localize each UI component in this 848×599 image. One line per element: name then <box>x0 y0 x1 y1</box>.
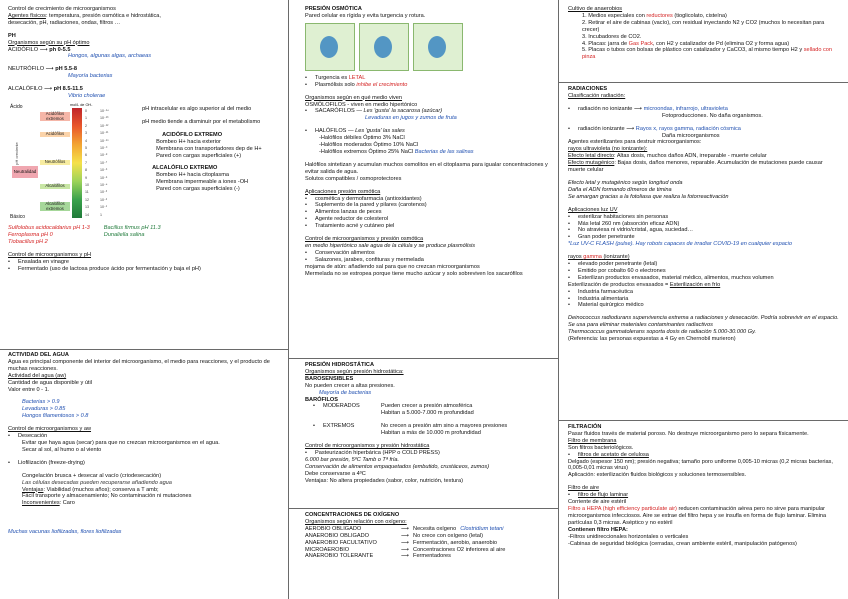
oxigeno-type: ANAEROBIO OBLIGADO <box>305 532 370 539</box>
neutral-band: Neutralidad <box>12 166 38 178</box>
oxigeno-desc: Fermentación, aerobio, anaerobio <box>413 539 497 546</box>
liofil-2: Las células desecadas pueden recuperarse añadiendo agua <box>22 479 172 486</box>
ph-scale-figure <box>10 104 138 222</box>
filtracion-1: Pasar fluidos través de material poroso. No destruye microorganismo pero lo separa físicamente. <box>568 430 809 437</box>
oxigeno-row: ANAEROBIO TOLERANTE ⟶ Fermentadores <box>305 553 451 560</box>
alex-2: Membrana impermeable a iones -OH <box>156 179 249 186</box>
uv-2: • Más letal 260 nm (absorción eficaz ADN) <box>568 221 840 228</box>
band-acid: Acidófilos <box>40 132 70 137</box>
acex-3: Pared con cargas superficiales (+) <box>156 152 242 159</box>
aplic-1: • cosmética y dermofarmacia (antioxidantes) <box>305 196 551 203</box>
rad-mutag: Efecto mutagénico: Bajas dosis, daños menores, reparable. Acumulación de mutaciones puede causar muerte celular <box>568 160 823 174</box>
cph-5: Ventajas: No altera propiedades (sabor, color, nutrición, textura) <box>305 477 463 484</box>
halo-extremos: -Halófilos extremos Óptimo 25% NaCl Bacterias de las salinas <box>319 148 474 155</box>
ex-green-2: Dunaliella salina <box>103 231 145 238</box>
ph-gradient-bar <box>72 108 82 218</box>
gamma-1: • elevado poder penetrante (letal) <box>568 261 840 268</box>
membrana-4: Aplicación: esterilización fluidos biológicos y soluciones termosensibles. <box>568 472 747 479</box>
moderados: • MODERADOS <box>313 403 377 417</box>
column-divider-1 <box>288 0 289 599</box>
band-alcalo-extreme: Alcalófilos extremos <box>40 202 70 211</box>
oxigeno-row: MICROAEROBIO ⟶ Concentraciones O2 inferiores al aire <box>305 546 506 553</box>
alcalo-example: Vibrio cholerae <box>68 93 106 100</box>
rad-ion: • radiación ionizante ⟶ Rayos x, rayos gamma, radiación cósmica <box>568 126 840 133</box>
liofil-3: Ventajas: Viabilidad (muchos años); conserva a T amb; <box>22 486 159 493</box>
halofilos: • HALÓFILOS — Les 'gusta' las sales <box>305 128 551 135</box>
extremos: • EXTREMOS <box>313 423 377 437</box>
aplic-title: Aplicaciones presión osmótica <box>305 188 381 195</box>
aw-def-3: Valor entre 0 - 1. <box>8 386 50 393</box>
oxigeno-type: AEROBIO OBLIGADO <box>305 525 362 532</box>
gamma-title: rayos gamma (ionizante) <box>568 254 630 261</box>
intro-line: Control de crecimiento de microorganismos <box>8 6 116 12</box>
barosensibles: BAROSENSIBLES <box>305 375 354 382</box>
halo-text-2: Solutos compatibles / osmoprotectores <box>305 175 402 182</box>
cph-4: Debe conservarse a 4ºC <box>305 470 366 477</box>
band-neutro: Neutrófilos <box>40 160 70 165</box>
desecacion-title: • Desecación <box>8 433 280 440</box>
barofilos: BARÓFILOS <box>305 396 338 403</box>
oxigeno-type: ANAEROBIO TOLERANTE <box>305 553 374 560</box>
aire-5: -Filtros unidireccionales horizontales o verticales <box>568 533 689 540</box>
gamma-3: • Esterilizan productos envasados, material médico, alimentos, muchos volumen <box>568 275 840 282</box>
radiaciones-title: RADIACIONES <box>568 86 608 92</box>
ph-numbers: 0 1 2 3 4 5 6 7 8 9 10 11 12 13 14 <box>85 108 89 217</box>
uv-4: • Gran poder penetrante <box>568 234 840 241</box>
halo-debiles: -Halófilos débiles Óptimo 3% NaCl <box>319 135 405 142</box>
gamma-2: • Emitido por cobalto 60 o electrones <box>568 268 840 275</box>
ph-control-title: Control de microorganismos y pH <box>8 251 92 258</box>
baro-1: No pueden crecer a altas presiones. <box>305 382 395 389</box>
cultivo-3: 3. Incubadores de CO2. <box>582 33 642 40</box>
oxigeno-desc: Concentraciones O2 inferiores al aire <box>413 546 506 553</box>
intro-agents: Agentes físicos: temperatura, presión osmótica e hidrostática, <box>8 12 161 19</box>
presion-osmotica-title: PRESIÓN OSMÓTICA <box>305 6 362 12</box>
oxigeno-desc: Necesita oxígeno <box>413 525 457 532</box>
ext-2: Habitan a más de 10.000 m profundidad <box>381 430 481 437</box>
rad-ion-2: Daña microorganismos <box>662 132 720 139</box>
ph-title: PH <box>8 32 16 39</box>
ex-green-1: Bacillus firmus pH 11.3 <box>103 224 161 231</box>
aplic-2: • Suplemento de la pared y pilares (carotenos) <box>305 202 551 209</box>
oxigeno-example: Clostridium tetani <box>460 525 504 532</box>
control-po-3: mojama de atún: añadiendo sal para que no crezcan microorganismos <box>305 263 480 270</box>
basic-label: Básico <box>10 213 26 220</box>
rad-letal: Efecto letal directo: Altas dosis, muchos daños ADN, irreparable - muerte celular <box>568 153 767 160</box>
acido-extremo-title: ACIDÓFILO EXTREMO <box>162 131 223 138</box>
control-po-2: • Salazones, jarabes, confituras y mermelada <box>305 257 551 264</box>
hidro-title: PRESIÓN HIDROSTÁTICA <box>305 362 374 368</box>
oxigeno-row: ANAEROBIO OBLIGADO ⟶ No crece con oxígeno (letal) <box>305 532 483 539</box>
alex-1: Bombeo H+ hacia citoplasma <box>156 172 229 179</box>
aw-def: Actividad del agua (aw) <box>8 372 67 379</box>
acid-example: Hongos, algunas algas, archaeas <box>68 53 152 60</box>
aplic-3: • Alimentos lanzas de peces <box>305 209 551 216</box>
conc-head: mol/L de OH- <box>70 102 93 107</box>
po-osmofilos: OSMÓLOFILOS - viven en medio hipertónico <box>305 101 418 108</box>
deino-3: (Referencia: las personas expuestas a 4 Gy en Chernobil murieron) <box>568 336 736 343</box>
aplic-5: • Tratamiento acné y cutáneo piel <box>305 223 551 230</box>
desecacion-2: Secar al sol, al humo o al viento <box>22 446 102 453</box>
aire-1: • filtro de flujo laminar <box>568 492 840 499</box>
intro-agents-2: desecación, pH, radiaciones, ondas, filtros … <box>8 19 121 26</box>
rad-uv-title: rayos ultravioleta (no ionizante): <box>568 146 648 153</box>
ph-control-1: • Ensalada en vinagre <box>8 259 278 266</box>
rad-7: Efecto letal y mutagénico según longitud onda <box>568 179 683 186</box>
ph-note-2: pH medio tiende a disminuir por el metabolismo <box>142 118 261 125</box>
presion-osmotica-sub: Pared celular es rígida y evita turgencia y rotura. <box>305 12 426 19</box>
ph-note-1: pH intracelular es algo superior al del medio <box>142 105 252 112</box>
control-po-1: • Conservación alimentos <box>305 250 551 257</box>
oxigeno-sub: Organismos según relación con oxígeno: <box>305 518 407 525</box>
oxigeno-title: CONCENTRACIONES DE OXÍGENO <box>305 512 400 518</box>
ext-1: No crecen a presión atm sino a mayores presiones <box>381 423 508 430</box>
aw-lev: Levaduras > 0.85 <box>22 406 66 413</box>
liofil-1: Congelación brusca + desecar al vacío (criodesecación) <box>22 472 162 479</box>
acid-line: ACIDÓFILO ⟶ ph 0-5.5 <box>8 46 71 53</box>
mod-1: Pueden crecer a presión atmosférica <box>381 403 473 410</box>
halo-text: Halófilos sintetizan y acumulan muchos osmolitos en el citoplasma para igualar concentraciones y evitar salida de agua. <box>305 161 548 175</box>
membrana-1: Son filtros bacteriológicos. <box>568 444 634 451</box>
oxigeno-type: ANAEROBIO FACULTATIVO <box>305 539 377 546</box>
ph-control-2: • Fermentado (uso de lactosa produce ácido por fermentación y baja el pH) <box>8 266 278 273</box>
aplic-4: • Agente reductor de colesterol <box>305 216 551 223</box>
acex-1: Bombeo H+ hacia exterior <box>156 138 221 145</box>
gamma-7: • Material quirúrgico médico <box>568 302 840 309</box>
cph-1: • Pasteurización hiperbárica (HPP o COLD PRESS) <box>305 450 551 457</box>
cultivo-5: 5. Placas o tubos con bolsas de plástico con catalizador y CaCO3, al mismo tiempo H2 y sellado con pinza <box>582 47 833 61</box>
po-plasmolisis: • Plasmólisis solo inhibe el crecimiento <box>305 82 551 89</box>
alcalo-extremo-title: ALCALÓFILO EXTREMO <box>152 165 218 172</box>
radiaciones-sub: Clasificación radiación: <box>568 92 626 99</box>
liofil-title: • Liofilización (freeze-drying) <box>8 460 280 467</box>
aire-3: Filtro a HEPA (high efficiency particulate air) reducen contaminación aérea pero no sirve para manipular microorganismos infecciosos. Aire se extrae del filtro hepa y se insufla en forma de flujo laminar. Elimina partículas 0,3 micras. Aséptico y no estéril <box>568 505 827 526</box>
sacarofilos: • SACARÓFILOS — Les 'gusta' la sacarosa (azúcar) <box>305 108 551 115</box>
membrana-title: Filtro de membrana <box>568 437 617 444</box>
uv-title: Aplicaciones luz UV <box>568 206 618 213</box>
gamma-6: • Industria alimentaria <box>568 296 840 303</box>
ex-red-1: Sulfolobus acidocaldarius pH 1-3 <box>8 224 90 231</box>
cultivo-4: 4. Placas: jarra de Gas Pack, con H2 y catalizador de Pd (elimina O2 y forma agua) <box>582 40 790 47</box>
sacarofilos-ex: Levaduras en jugos y zumos de fruta <box>365 115 457 122</box>
cultivo-2: 2. Retirar el aire de cabinas (vacío), con residual inyectando N2 y CO2 (muchos lo necesitan para crecer) <box>582 19 825 33</box>
cph-3: Conservación de alimentos empaquetados (embutido, crustáceos, zumos) <box>305 463 490 470</box>
control-po-0: en medio hipertónico sale agua de la célula y se produce plasmólisis <box>305 242 476 249</box>
baro-2: Mayoría de bacterias <box>319 389 372 396</box>
ex-red-3: Tiobacillus pH 2 <box>8 238 48 245</box>
rad-no-ion: • radiación no ionizante ⟶ microondas, infrarrojo, ultravioleta <box>568 106 840 113</box>
oxigeno-type: MICROAEROBIO <box>305 546 350 553</box>
gamma-4: Esterilización de productos envasados = Esterilización en frío <box>568 281 721 288</box>
filtracion-title: FILTRACIÓN <box>568 424 602 430</box>
axis-label: pH creciente <box>13 142 19 165</box>
uv-1: • esterilizar habitaciones sin personas <box>568 214 840 221</box>
gamma-5: • Industria farmacéutica <box>568 289 840 296</box>
alcalo-line: ALCALÓFILO ⟶ pH 8.5-11.5 <box>8 86 83 93</box>
oxigeno-row: ANAEROBIO FACULTATIVO ⟶ Fermentación, aerobio, anaerobio <box>305 539 497 546</box>
aire-4: Contienen filtro HEPA: <box>568 526 628 533</box>
po-turgencia: • Turgencia es LETAL <box>305 75 551 82</box>
uv-5: *Luz UV-C FLASH (pulse). Hay robots capaces de irradiar COVID-19 en cualquier espacio <box>568 241 792 248</box>
oxigeno-desc: No crece con oxígeno (letal) <box>413 532 483 539</box>
aw-title: ACTIVIDAD DEL AGUA <box>8 352 69 358</box>
uv-3: • No atraviesa ni vidrio/cristal, agua, suciedad… <box>568 227 840 234</box>
control-po-title: Control de microorganismos y presión osmótica <box>305 236 424 243</box>
aire-6: -Cabinas de seguridad biológica (cerradas, crean ambiente estéril, manipulación patógenos) <box>568 540 797 547</box>
oxigeno-list <box>305 526 551 561</box>
cph-title: Control de microorganismos y presión hidrostática <box>305 443 430 450</box>
alex-3: Pared con cargas superficiales (-) <box>156 186 240 193</box>
deino-2: Thermococcus gammatolerans soporta dosis de radiación 5.000-30.000 Gy. <box>568 329 757 336</box>
osmosis-illustration <box>305 23 551 71</box>
rad-no-ion-2: Fotoproducciones. No daña organismos. <box>662 112 763 119</box>
liofil-example: Muchas vacunas liofilizadas, flores liofilizadas <box>8 529 122 536</box>
aw-control-title: Control de microorganismos y aw <box>8 426 92 433</box>
mod-2: Habitan a 5.000-7.000 m profundidad <box>381 410 474 417</box>
halo-moderados: -Halófilos moderados Óptimo 10% NaCl <box>319 142 419 149</box>
control-po-4: Mermelada no se estropea porque tiene mucho azúcar y solo sobreviven los sacarófilos <box>305 270 523 277</box>
rad-agentes: Agentes esterilizantes para destruir microorganismos: <box>568 139 702 146</box>
acex-2: Membrana con transportadores dep de H+ <box>156 145 262 152</box>
oxigeno-desc: Fermentadores <box>413 553 451 560</box>
aw-def-2: Cantidad de agua disponible y útil <box>8 379 92 386</box>
band-alcalo: Alcalófilos <box>40 184 70 189</box>
band-acid-extreme: Acidófilos extremos <box>40 112 70 121</box>
aw-text: Agua es principal componente del interior del microorganismo, el medio para reacciones, y el producto de muchas reacciones. <box>8 358 270 372</box>
aire-2: Corriente de aire estéril <box>568 499 627 506</box>
membrana-3: Delgado (espesor 150 nm); presión negativa; tamaño poro uniforme 0,005-10 micras (0,2 micras bacterias, 0,005-0,01 micras virus) <box>568 458 833 472</box>
cell-hypotonic <box>305 23 355 71</box>
acid-label: Ácido <box>10 103 23 110</box>
cultivo-1: 1. Medios especiales con reductores (tioglicolato, cisteína) <box>582 12 727 19</box>
ex-red-2: Ferroplasma pH 0 <box>8 231 53 238</box>
aw-hongos: Hongos filamentosos > 0.8 <box>22 413 89 420</box>
rad-8: Daña el ADN formando dímeros de timina <box>568 186 672 193</box>
po-organismos: Organismos según en qué medio viven <box>305 94 403 101</box>
liofil-4: Fácil transporte y almacenamiento; No contaminación ni mutaciones <box>22 493 192 500</box>
deino-1: Deinococcus radiodurans supervivencia extrema a radiaciones y desecación. Podría sobrevivir en el espacio. Se usa para eliminar materiales contaminantes radiactivos <box>568 315 839 329</box>
aw-bact: Bacterias > 0.9 <box>22 399 60 406</box>
cell-isotonic <box>359 23 409 71</box>
column-3 <box>562 0 848 599</box>
cell-hypertonic <box>413 23 463 71</box>
ph-concentrations: 10⁻¹⁴ 10⁻¹³ 10⁻¹² 10⁻¹¹ 10⁻¹⁰ 10⁻⁹ 10⁻⁸ 10⁻⁷ 10⁻⁶ 10⁻⁵ 10⁻⁴ 10⁻³ 10⁻² 10⁻¹ 1 <box>100 108 109 217</box>
membrana-2: • filtros de acetato de celulosa <box>568 452 840 459</box>
column-2 <box>291 0 555 599</box>
desecacion-1: Evitar que haya agua (secar) para que no crezcan microorganismos en el agua. <box>22 439 220 446</box>
column-divider-2 <box>558 0 559 599</box>
neutro-example: Mayoría bacterias <box>68 73 113 80</box>
rad-9: Se amargan gracias a la fotoliasa que realiza la fotorreactivación <box>568 193 729 200</box>
cph-2: 6.000 bar presión, 5ºC Tamb o Tª fría. <box>305 456 400 463</box>
oxigeno-row: AEROBIO OBLIGADO ⟶ Necesita oxígeno Clostridium tetani <box>305 525 504 532</box>
aire-title: Filtro de aire <box>568 485 600 492</box>
liofil-5: Inconvenientes: Caro <box>22 500 75 507</box>
hidro-sub: Organismos según presión hidrostática: <box>305 368 404 375</box>
column-1 <box>0 0 284 599</box>
ph-subtitle: Organismos según su pH óptimo <box>8 39 90 46</box>
neutro-line: NEUTRÓFILO ⟶ pH 5.5-8 <box>8 66 77 73</box>
cultivo-title: Cultivo de anaerobios <box>568 6 623 12</box>
